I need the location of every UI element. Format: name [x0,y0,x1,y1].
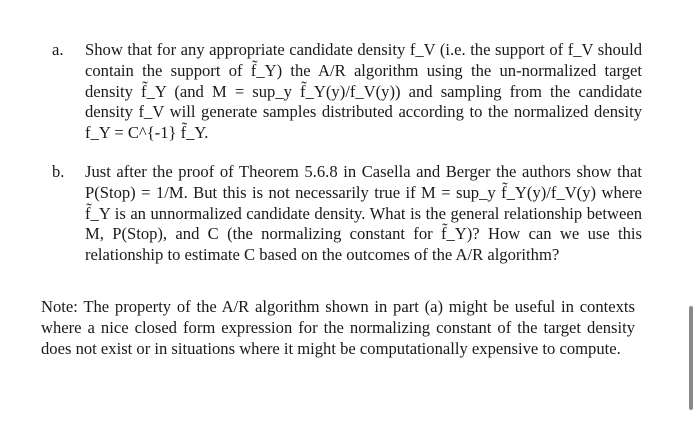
part-a-text: Show that for any appropriate candidate density f_V (i.e. the support of f_V should contain the support of f̃_Y) the A/R algorithm using the un-normalized target density f̃_Y (and M = sup_y f̃_Y(y)/f_V(y)) and sampling from the candidate density f_V will generate samples distributed according to the normalized density f_Y = C^{-1} f̃_Y. [85,40,642,143]
vertical-scrollbar[interactable] [689,306,693,410]
problem-part-b [52,162,642,266]
part-a-marker: a. [52,40,64,59]
note-paragraph: Note: The property of the A/R algorithm shown in part (a) might be useful in contexts where a nice closed form expression for the normalizing constant of the target density does not exist or in situations where it might be computationally expensive to compute. [41,297,635,358]
part-b-text: Just after the proof of Theorem 5.6.8 in Casella and Berger the authors show that P(Stop) = 1/M. But this is not necessarily true if M = sup_y f̃_Y(y)/f_V(y) where f̃_Y is an unnormalized candidate density. What is the general relationship between M, P(Stop), and C (the normalizing constant for f̃_Y)? How can we use this relationship to estimate C based on the outcomes of the A/R algorithm? [85,162,642,265]
problem-part-a [52,40,642,144]
part-b-marker: b. [52,162,65,181]
